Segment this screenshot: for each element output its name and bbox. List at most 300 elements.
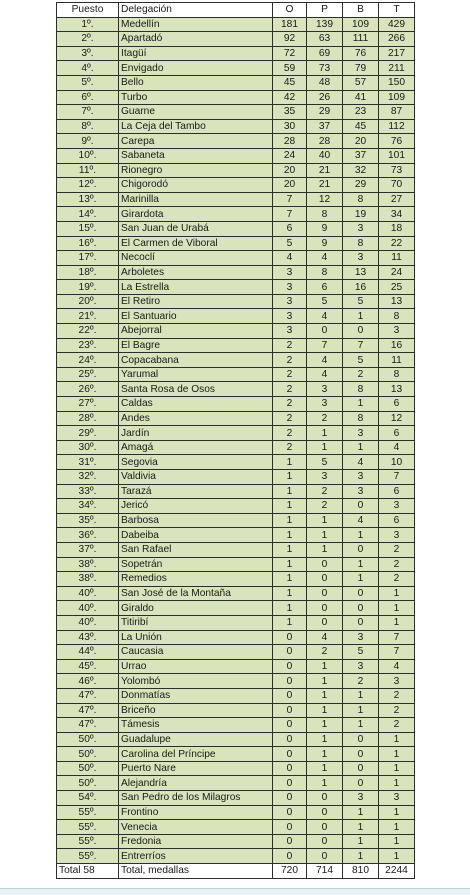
table-row	[57, 32, 415, 47]
cell-oro: 2	[273, 353, 307, 368]
cell-total: 217	[379, 46, 415, 61]
cell-total: 7	[379, 470, 415, 485]
cell-oro: 92	[273, 32, 307, 47]
cell-plata: 37	[307, 119, 343, 134]
cell-delegacion: El Retiro	[119, 294, 273, 309]
cell-oro: 2	[273, 426, 307, 441]
cell-total: 101	[379, 148, 415, 163]
cell-plata: 4	[307, 353, 343, 368]
cell-oro: 2	[273, 411, 307, 426]
cell-plata: 1	[307, 440, 343, 455]
cell-bronce: 19	[343, 207, 379, 222]
header-puesto: Puesto	[57, 3, 119, 18]
table-row	[57, 178, 415, 193]
cell-oro: 0	[273, 849, 307, 864]
cell-bronce: 3	[343, 791, 379, 806]
cell-total: 112	[379, 119, 415, 134]
cell-plata: 0	[307, 834, 343, 849]
cell-plata: 2	[307, 499, 343, 514]
cell-puesto: 33º.	[57, 484, 119, 499]
cell-oro: 1	[273, 499, 307, 514]
cell-oro: 2	[273, 382, 307, 397]
cell-bronce: 79	[343, 61, 379, 76]
cell-bronce: 32	[343, 163, 379, 178]
cell-delegacion: Remedios	[119, 572, 273, 587]
cell-delegacion: Venecia	[119, 820, 273, 835]
cell-oro: 1	[273, 484, 307, 499]
cell-plata: 1	[307, 542, 343, 557]
cell-delegacion: La Estrella	[119, 280, 273, 295]
cell-delegacion: Necoclí	[119, 251, 273, 266]
cell-plata: 4	[307, 251, 343, 266]
cell-total: 11	[379, 353, 415, 368]
totals-label: Total, medallas	[119, 864, 273, 879]
cell-plata: 1	[307, 761, 343, 776]
table-row	[57, 484, 415, 499]
cell-plata: 8	[307, 207, 343, 222]
cell-bronce: 1	[343, 834, 379, 849]
cell-bronce: 4	[343, 455, 379, 470]
table-row	[57, 324, 415, 339]
cell-puesto: 43º.	[57, 630, 119, 645]
table-row	[57, 747, 415, 762]
cell-puesto: 34º.	[57, 499, 119, 514]
cell-bronce: 8	[343, 411, 379, 426]
cell-total: 1	[379, 732, 415, 747]
cell-delegacion: Urrao	[119, 659, 273, 674]
cell-bronce: 0	[343, 499, 379, 514]
cell-puesto: 6º.	[57, 90, 119, 105]
cell-puesto: 8º.	[57, 119, 119, 134]
cell-oro: 0	[273, 747, 307, 762]
cell-puesto: 47º.	[57, 703, 119, 718]
cell-total: 2	[379, 557, 415, 572]
table-row	[57, 353, 415, 368]
cell-oro: 0	[273, 805, 307, 820]
cell-delegacion: Fredonia	[119, 834, 273, 849]
cell-bronce: 16	[343, 280, 379, 295]
cell-delegacion: Sabaneta	[119, 148, 273, 163]
cell-bronce: 3	[343, 630, 379, 645]
cell-total: 25	[379, 280, 415, 295]
cell-total: 6	[379, 484, 415, 499]
cell-plata: 2	[307, 411, 343, 426]
cell-plata: 1	[307, 688, 343, 703]
cell-total: 24	[379, 265, 415, 280]
cell-bronce: 57	[343, 75, 379, 90]
cell-oro: 1	[273, 542, 307, 557]
cell-delegacion: Jardín	[119, 426, 273, 441]
cell-puesto: 32º.	[57, 470, 119, 485]
cell-bronce: 3	[343, 470, 379, 485]
cell-puesto: 21º.	[57, 309, 119, 324]
cell-bronce: 1	[343, 557, 379, 572]
totals-oro: 720	[273, 864, 307, 879]
table-row	[57, 426, 415, 441]
cell-plata: 48	[307, 75, 343, 90]
cell-bronce: 1	[343, 805, 379, 820]
cell-delegacion: Apartadó	[119, 32, 273, 47]
cell-puesto: 27º.	[57, 397, 119, 412]
table-row	[57, 659, 415, 674]
cell-plata: 40	[307, 148, 343, 163]
cell-plata: 3	[307, 470, 343, 485]
cell-delegacion: Dabeiba	[119, 528, 273, 543]
table-row	[57, 148, 415, 163]
cell-oro: 24	[273, 148, 307, 163]
cell-total: 1	[379, 747, 415, 762]
cell-total: 1	[379, 586, 415, 601]
cell-puesto: 29º.	[57, 426, 119, 441]
cell-oro: 1	[273, 572, 307, 587]
cell-oro: 35	[273, 105, 307, 120]
cell-plata: 0	[307, 601, 343, 616]
cell-oro: 2	[273, 338, 307, 353]
cell-puesto: 18º.	[57, 265, 119, 280]
cell-delegacion: Bello	[119, 75, 273, 90]
table-row	[57, 61, 415, 76]
cell-oro: 1	[273, 528, 307, 543]
cell-total: 10	[379, 455, 415, 470]
cell-total: 3	[379, 324, 415, 339]
cell-total: 8	[379, 309, 415, 324]
cell-oro: 1	[273, 601, 307, 616]
table-row	[57, 718, 415, 733]
table-row	[57, 805, 415, 820]
cell-plata: 9	[307, 221, 343, 236]
cell-oro: 2	[273, 397, 307, 412]
table-row	[57, 440, 415, 455]
cell-delegacion: Alejandría	[119, 776, 273, 791]
cell-plata: 69	[307, 46, 343, 61]
cell-delegacion: Briceño	[119, 703, 273, 718]
cell-delegacion: Tarazá	[119, 484, 273, 499]
cell-bronce: 0	[343, 761, 379, 776]
table-row	[57, 338, 415, 353]
cell-bronce: 37	[343, 148, 379, 163]
cell-bronce: 1	[343, 703, 379, 718]
cell-puesto: 13º.	[57, 192, 119, 207]
cell-delegacion: Sopetrán	[119, 557, 273, 572]
cell-puesto: 5º.	[57, 75, 119, 90]
cell-delegacion: Rionegro	[119, 163, 273, 178]
cell-plata: 0	[307, 586, 343, 601]
cell-bronce: 45	[343, 119, 379, 134]
cell-plata: 0	[307, 324, 343, 339]
cell-oro: 0	[273, 674, 307, 689]
cell-delegacion: Barbosa	[119, 513, 273, 528]
cell-oro: 3	[273, 324, 307, 339]
table-row	[57, 17, 415, 32]
cell-puesto: 26º.	[57, 382, 119, 397]
cell-puesto: 38º.	[57, 557, 119, 572]
cell-plata: 4	[307, 309, 343, 324]
cell-oro: 181	[273, 17, 307, 32]
cell-plata: 21	[307, 178, 343, 193]
cell-delegacion: Chigorodó	[119, 178, 273, 193]
cell-oro: 0	[273, 834, 307, 849]
cell-oro: 30	[273, 119, 307, 134]
table-row	[57, 834, 415, 849]
cell-puesto: 40º.	[57, 601, 119, 616]
cell-delegacion: Entrerríos	[119, 849, 273, 864]
totals-total: 2244	[379, 864, 415, 879]
cell-puesto: 35º.	[57, 513, 119, 528]
cell-delegacion: Guarne	[119, 105, 273, 120]
cell-delegacion: Jericó	[119, 499, 273, 514]
cell-bronce: 2	[343, 367, 379, 382]
table-row	[57, 192, 415, 207]
cell-plata: 1	[307, 747, 343, 762]
medal-table	[56, 2, 415, 879]
table-row	[57, 776, 415, 791]
cell-total: 1	[379, 776, 415, 791]
cell-delegacion: Giraldo	[119, 601, 273, 616]
cell-total: 1	[379, 761, 415, 776]
cell-puesto: 9º.	[57, 134, 119, 149]
cell-puesto: 20º.	[57, 294, 119, 309]
cell-delegacion: Titiribí	[119, 615, 273, 630]
cell-delegacion: El Bagre	[119, 338, 273, 353]
cell-oro: 4	[273, 251, 307, 266]
cell-delegacion: Támesis	[119, 718, 273, 733]
cell-plata: 2	[307, 484, 343, 499]
cell-oro: 3	[273, 265, 307, 280]
cell-total: 27	[379, 192, 415, 207]
cell-plata: 73	[307, 61, 343, 76]
table-row	[57, 674, 415, 689]
cell-bronce: 3	[343, 484, 379, 499]
table-row	[57, 542, 415, 557]
cell-total: 76	[379, 134, 415, 149]
cell-puesto: 54º.	[57, 791, 119, 806]
cell-puesto: 36º.	[57, 528, 119, 543]
cell-bronce: 0	[343, 586, 379, 601]
cell-bronce: 1	[343, 820, 379, 835]
table-row	[57, 528, 415, 543]
cell-puesto: 30º.	[57, 440, 119, 455]
cell-delegacion: Segovia	[119, 455, 273, 470]
cell-bronce: 3	[343, 221, 379, 236]
cell-delegacion: Arboletes	[119, 265, 273, 280]
cell-puesto: 38º.	[57, 572, 119, 587]
cell-bronce: 20	[343, 134, 379, 149]
header-delegacion: Delegación	[119, 3, 273, 18]
cell-bronce: 1	[343, 309, 379, 324]
cell-bronce: 13	[343, 265, 379, 280]
cell-bronce: 41	[343, 90, 379, 105]
cell-oro: 3	[273, 294, 307, 309]
cell-delegacion: Abejorral	[119, 324, 273, 339]
cell-puesto: 47º.	[57, 718, 119, 733]
cell-plata: 6	[307, 280, 343, 295]
cell-bronce: 8	[343, 382, 379, 397]
totals-row	[57, 864, 415, 879]
cell-plata: 1	[307, 703, 343, 718]
cell-plata: 4	[307, 367, 343, 382]
cell-oro: 0	[273, 820, 307, 835]
cell-plata: 1	[307, 674, 343, 689]
table-row	[57, 630, 415, 645]
cell-plata: 1	[307, 528, 343, 543]
cell-plata: 0	[307, 849, 343, 864]
cell-puesto: 4º.	[57, 61, 119, 76]
cell-delegacion: Guadalupe	[119, 732, 273, 747]
cell-plata: 0	[307, 820, 343, 835]
cell-total: 2	[379, 688, 415, 703]
cell-bronce: 3	[343, 426, 379, 441]
cell-bronce: 1	[343, 528, 379, 543]
table-row	[57, 849, 415, 864]
table-row	[57, 397, 415, 412]
table-row	[57, 513, 415, 528]
cell-delegacion: Turbo	[119, 90, 273, 105]
cell-total: 2	[379, 542, 415, 557]
cell-delegacion: Donmatías	[119, 688, 273, 703]
cell-delegacion: Medellín	[119, 17, 273, 32]
cell-total: 1	[379, 601, 415, 616]
cell-plata: 7	[307, 338, 343, 353]
cell-bronce: 76	[343, 46, 379, 61]
cell-total: 109	[379, 90, 415, 105]
cell-plata: 0	[307, 615, 343, 630]
cell-delegacion: Yolombó	[119, 674, 273, 689]
cell-puesto: 14º.	[57, 207, 119, 222]
cell-total: 73	[379, 163, 415, 178]
cell-total: 1	[379, 820, 415, 835]
cell-oro: 0	[273, 630, 307, 645]
cell-total: 1	[379, 849, 415, 864]
header-total: T	[379, 3, 415, 18]
cell-plata: 2	[307, 645, 343, 660]
cell-puesto: 25º.	[57, 367, 119, 382]
cell-puesto: 15º.	[57, 221, 119, 236]
cell-plata: 1	[307, 776, 343, 791]
table-row	[57, 499, 415, 514]
cell-total: 266	[379, 32, 415, 47]
cell-bronce: 0	[343, 776, 379, 791]
cell-delegacion: La Ceja del Tambo	[119, 119, 273, 134]
cell-oro: 2	[273, 367, 307, 382]
cell-oro: 0	[273, 761, 307, 776]
cell-puesto: 11º.	[57, 163, 119, 178]
cell-plata: 21	[307, 163, 343, 178]
cell-puesto: 45º.	[57, 659, 119, 674]
cell-oro: 0	[273, 791, 307, 806]
cell-delegacion: Copacabana	[119, 353, 273, 368]
totals-bronce: 810	[343, 864, 379, 879]
cell-plata: 29	[307, 105, 343, 120]
cell-bronce: 1	[343, 849, 379, 864]
cell-oro: 1	[273, 615, 307, 630]
cell-delegacion: Yarumal	[119, 367, 273, 382]
cell-plata: 3	[307, 382, 343, 397]
table-footer	[57, 864, 415, 879]
cell-bronce: 8	[343, 192, 379, 207]
cell-bronce: 4	[343, 513, 379, 528]
cell-delegacion: Envigado	[119, 61, 273, 76]
table-row	[57, 46, 415, 61]
table-row	[57, 236, 415, 251]
table-row	[57, 119, 415, 134]
cell-puesto: 2º.	[57, 32, 119, 47]
header-plata: P	[307, 3, 343, 18]
cell-plata: 0	[307, 572, 343, 587]
cell-total: 12	[379, 411, 415, 426]
cell-oro: 0	[273, 776, 307, 791]
cell-total: 18	[379, 221, 415, 236]
cell-oro: 5	[273, 236, 307, 251]
table-row	[57, 820, 415, 835]
cell-total: 7	[379, 645, 415, 660]
cell-plata: 63	[307, 32, 343, 47]
cell-total: 11	[379, 251, 415, 266]
cell-puesto: 44º.	[57, 645, 119, 660]
cell-total: 150	[379, 75, 415, 90]
cell-oro: 1	[273, 586, 307, 601]
table-row	[57, 732, 415, 747]
cell-delegacion: Caldas	[119, 397, 273, 412]
cell-bronce: 5	[343, 645, 379, 660]
cell-delegacion: Puerto Nare	[119, 761, 273, 776]
cell-oro: 2	[273, 440, 307, 455]
cell-puesto: 50º.	[57, 747, 119, 762]
cell-puesto: 24º.	[57, 353, 119, 368]
cell-oro: 3	[273, 309, 307, 324]
cell-oro: 0	[273, 645, 307, 660]
cell-puesto: 55º.	[57, 849, 119, 864]
cell-delegacion: El Carmen de Viboral	[119, 236, 273, 251]
cell-delegacion: Marinilla	[119, 192, 273, 207]
table-row	[57, 557, 415, 572]
cell-plata: 0	[307, 805, 343, 820]
table-header	[57, 3, 415, 18]
cell-plata: 1	[307, 513, 343, 528]
cell-total: 4	[379, 440, 415, 455]
cell-puesto: 28º.	[57, 411, 119, 426]
header-oro: O	[273, 3, 307, 18]
cell-oro: 0	[273, 659, 307, 674]
cell-plata: 0	[307, 557, 343, 572]
table-row	[57, 367, 415, 382]
cell-puesto: 12º.	[57, 178, 119, 193]
cell-bronce: 1	[343, 397, 379, 412]
cell-total: 1	[379, 805, 415, 820]
cell-bronce: 1	[343, 718, 379, 733]
cell-oro: 6	[273, 221, 307, 236]
cell-total: 6	[379, 426, 415, 441]
table-row	[57, 163, 415, 178]
cell-bronce: 5	[343, 294, 379, 309]
cell-puesto: 55º.	[57, 805, 119, 820]
cell-delegacion: Andes	[119, 411, 273, 426]
cell-puesto: 1º.	[57, 17, 119, 32]
cell-bronce: 0	[343, 732, 379, 747]
table-row	[57, 105, 415, 120]
cell-delegacion: Carepa	[119, 134, 273, 149]
cell-total: 16	[379, 338, 415, 353]
cell-bronce: 0	[343, 747, 379, 762]
table-row	[57, 572, 415, 587]
cell-plata: 3	[307, 397, 343, 412]
table-row	[57, 280, 415, 295]
cell-plata: 12	[307, 192, 343, 207]
cell-total: 429	[379, 17, 415, 32]
table-row	[57, 411, 415, 426]
cell-delegacion: La Unión	[119, 630, 273, 645]
cell-plata: 4	[307, 630, 343, 645]
cell-bronce: 29	[343, 178, 379, 193]
